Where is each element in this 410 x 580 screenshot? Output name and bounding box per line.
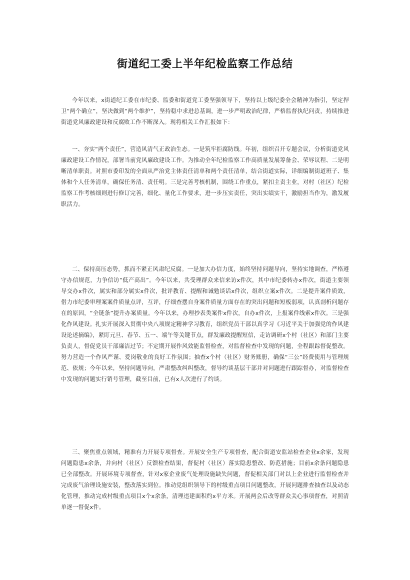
document-title: 街道纪工委上半年纪检监察工作总结 [117,58,293,70]
section-3-paragraph: 三、聚焦重点领域，精准有力开展专项督查。开展安全生产专项督查，配合街道安监站检查企业x余家，发现问题隐患x余条，并向村（社区）反馈检查结果，督促村（社区）落实隐患整改、防范措施；目前x余条问题隐患已全部整改。开展环境专项督查，针对x家企业废气处理设施缺失问题，督促相关部门对以上企业进行监督检查并完成废气治理设施安装，整改落实到位。推动党组织领导下的村级重点项目问题整改，开展问题排查抽查以及动态化管理，推动完成村级重点项目x个x余条，清理违建面积约x平方米。开展两会后改等群众关心事项督查，对照清单逐一督促x件。 [61,450,349,511]
section-2-paragraph: 二、保持高压态势，抓而不紧正风肃纪反腐。一是加大办信力度，始终坚持问题导向，坚持实地调查，严格遵守办信规范，力争信访“低产高出”。今年以来，共受理群众来信来访x件次，其中市纪委转办x件次，街道主要领导交办x件次，属实和部分属实x件次，批评教育、提醒和诫勉谈话x件次，组织立案x件次。二是提升案件质效，借力市纪委审理案案件质量点评，互评，仔细查摆自身案件质量方面存在的突出问题和短板弱项，认真剖析问题存在的原因，“全链条”提升办案质量。今年以来，办理抄表类案件x件次，自办x件次，上报案件线索x件次。三是强化作风建设。扎实开展深入贯彻中央八项规定精神学习教育，组织党员干部以真学习《习近平关于加强党的作风建设论述摘编》，紧盯元旦、春节、五一、端午等关键节点，群发廉政提醒短信，走访调研x个村（社区）和部门主要负责人，督促党员干部廉洁过节；不定期开展作风效能监督检查，对监督检查中发现的问题，全程跟踪督促整改。努力营造一个作风严谨、爱岗敬业的良好工作氛围；抽查x个村（社区）财务账册，确保“三公”经费使用与管理规范、依规；今年以来，坚持问题导向，严肃整改纠纠整改，督导约谈基层干部并对问题进行跟踪督办，对监督检查中发现的问题实行销号管理，截至目前，已有x人次进行了约谈。 [61,267,349,383]
intro-paragraph: 今年以来，x街道纪工委在市纪委、监委和街道党工委坚强领导下，坚持以上级纪委全会精神为指引，坚定捍卫“两个确立”，坚决做到“两个维护”，坚持稳中求进总基调，进一步严明政治纪律，严格监督执纪问责，持续推进街道党风廉政建设和反腐败工作不断深入。现将相关工作汇报如下： [61,98,349,126]
section-1-paragraph: 一、夯实“两个责任”，营造风清气正政治生态。一是筑牢拒腐防线。年初，组织召开专题会议，分析街道党风廉政建设工作情况，部署当前党风廉政建设工作。为推动全年纪检监察工作高质量发展筹备会、荣辱议程、二是明晰清单职责。对照市委印发的全面从严治党主体责任清单和两个责任清单，结合街道实际，详细编制街道班子、集体和个人任务清单，确保任务清、责任明。三是完善考核机制，围绕工作重点，紧扣主责主业，对村（社区）纪检监察工作考核细则进行修订完善，细化、量化工作要求，进一步压实责任，突出实绩实干，激励担当作为，激发履职活力。 [61,147,349,208]
